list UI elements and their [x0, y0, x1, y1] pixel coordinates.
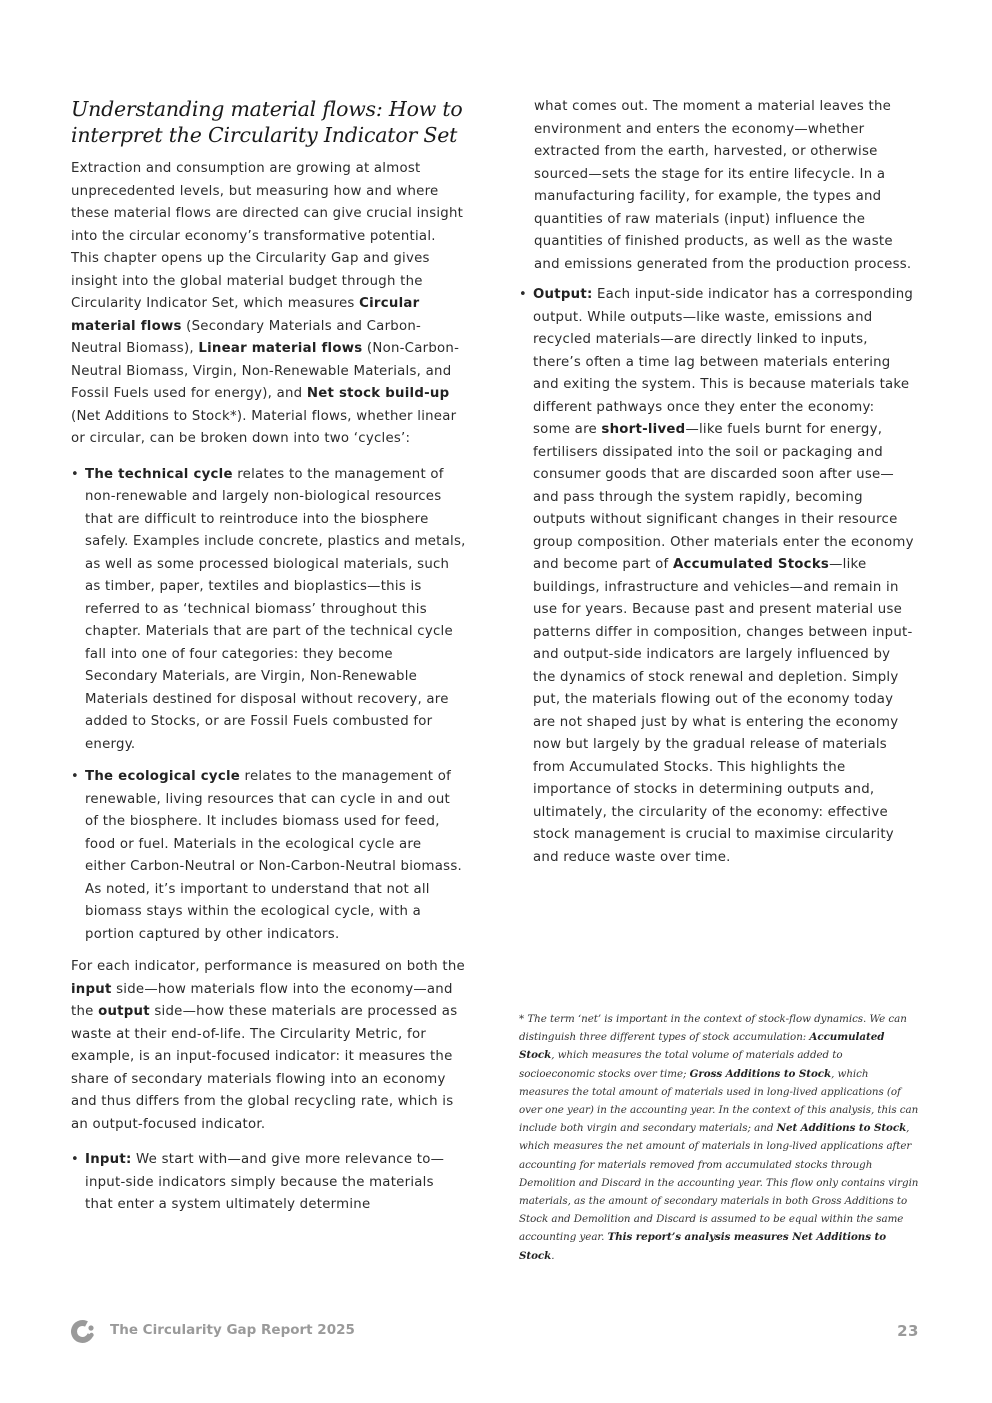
bullet-text: Output: Each input-side indicator has a corresponding output. While outputs—like waste, emissions and recycled materials—are directly linked to inputs, there’s often a time lag between materials entering and exiting the system. This is because materials take different pathways once they enter the economy: some are short-lived—like fuels burnt for energy, fertilisers dissipated into the soil or packaging and consumer goods that are discarded soon after use—and pass through the system rapidly, becoming outputs without significant changes in their resource group composition. Other materials enter the economy and become part of Accumulated Stocks—like buildings, infrastructure and vehicles—and remain in use for years. Because past and present material use patterns differ in composition, changes between input- and output-side indicators are largely influenced by the dynamics of stock renewal and depletion. Simply put, the materials flowing out of the economy today are not shaped just by what is entering the economy now but largely by the gradual release of materials from Accumulated Stocks. This highlights the importance of stocks in determining outputs and, ultimately, the circularity of the economy: effective stock management is crucial to maximise circularity and reduce waste over time.	[533, 287, 914, 865]
report-title: The Circularity Gap Report 2025	[110, 1322, 355, 1338]
indicator-paragraph: For each indicator, performance is measured on both the input side—how materials flow into the economy—and the output side—how these materials are processed as waste at their end-of-life. The Circularity Metric, for example, is an input-focused indicator: it measures the share of secondary materials flowing into an economy and thus differs from the global recycling rate, which is an output-focused indicator.	[71, 959, 465, 1132]
section-heading: Understanding material flows: How to interpret the Circularity Indicator Set	[71, 97, 463, 147]
bold-term: The ecological cycle	[85, 769, 241, 784]
bold-term: Accumulated Stock	[519, 1031, 885, 1062]
bold-term: input	[71, 981, 112, 997]
bullet-dot: •	[71, 769, 79, 784]
bullet-text: The ecological cycle relates to the management of renewable, living resources that can cycle in and out of the biosphere. It includes biomass used for feed, food or fuel. Materials in the ecological cycle are either Carbon-Neutral or Non-Carbon-Neutral biomass. As noted, it’s important to understand that not all biomass stays within the ecological cycle, with a portion captured by other indicators.	[85, 769, 462, 942]
bullet-dot: •	[519, 287, 527, 302]
bullet-dot: •	[71, 1152, 79, 1167]
bold-term: Circular material flows	[71, 296, 420, 334]
bold-term: output	[98, 1004, 150, 1019]
bold-term: Net stock build-up	[306, 386, 450, 401]
bold-term: Linear material flows	[198, 341, 363, 356]
bullet-text: The technical cycle relates to the management of non-renewable and largely non-biological resources that are difficult to reintroduce into the biosphere safely. Examples include concrete, plastics and metals, as well as some processed biological materials, such as timber, paper, textiles and bioplastics—this is referred to as ‘technical biomass’ throughout this chapter. Materials that are part of the technical cycle fall into one of four categories: they become Secondary Materials, are Virgin, Non-Renewable Materials destined for disposal without recovery, are added to Stocks, or are Fossil Fuels combusted for energy.	[85, 466, 466, 752]
bullet-input	[71, 1149, 466, 1217]
bold-term: This report’s analysis measures Net Additions to Stock	[519, 1231, 887, 1262]
footnote: * The term ‘net’ is important in the context of stock-flow dynamics. We can distinguish three different types of stock accumulation: Accumulated Stock, which measures the total volume of materials added to socioeconomic stocks over time; Gross Additions to Stock, which measures the total amount of materials used in long-lived applications (of over one year) in the accounting year. In the context of this analysis, this can include both virgin and secondary materials; and Net Additions to Stock, which measures the net amount of materials in long-lived applications after accounting for materials removed from accumulated stocks through Demolition and Discard in the accounting year. This flow only contains virgin materials, as the amount of secondary materials in both Gross Additions to Stock and Demolition and Discard is assumed to be equal within the same accounting year. This report’s analysis measures Net Additions to Stock.	[519, 1013, 919, 1262]
intro-paragraph: Extraction and consumption are growing at almost unprecedented levels, but measuring how and where these material flows are directed can give crucial insight into the circular economy’s transformative potential. This chapter opens up the Circularity Gap and gives insight into the global material budget through the Circularity Indicator Set, which measures Circular material flows (Secondary Materials and Carbon-Neutral Biomass), Linear material flows (Non-Carbon-Neutral Biomass, Virgin, Non-Renewable Materials, and Fossil Fuels used for energy), and Net stock build-up (Net Additions to Stock*). Material flows, whether linear or circular, can be broken down into two ‘cycles’:	[71, 161, 464, 446]
bullet-technical-cycle	[71, 464, 466, 757]
left-column	[71, 96, 466, 1227]
circularity-logo-icon	[70, 1319, 95, 1344]
bullet-text: Input: We start with—and give more relevance to—input-side indicators simply because the materials that enter a system ultimately determine	[85, 1152, 445, 1212]
bold-term: Net Additions to Stock	[776, 1122, 907, 1135]
bold-term: The technical cycle	[85, 466, 233, 482]
bold-term: Input:	[85, 1152, 132, 1167]
bullet-dot: •	[71, 466, 79, 482]
page-number: 23	[897, 1322, 919, 1340]
bold-term: Accumulated Stocks	[672, 557, 830, 572]
bullet-ecological-cycle	[71, 766, 466, 946]
input-bullet-continuation: what comes out. The moment a material leaves the environment and enters the economy—whether extracted from the earth, harvested, or otherwise sourced—sets the stage for its entire lifecycle. In a manufacturing facility, for example, the types and quantities of raw materials (input) influence the quantities of finished products, as well as the waste and emissions generated from the production process.	[534, 99, 912, 272]
bold-term: Output:	[533, 287, 593, 302]
bullet-output	[519, 284, 914, 869]
bold-term: short-lived	[601, 422, 686, 437]
cycles-bullet-list	[71, 464, 466, 947]
bold-term: Gross Additions to Stock	[689, 1067, 832, 1080]
right-column	[519, 96, 914, 879]
